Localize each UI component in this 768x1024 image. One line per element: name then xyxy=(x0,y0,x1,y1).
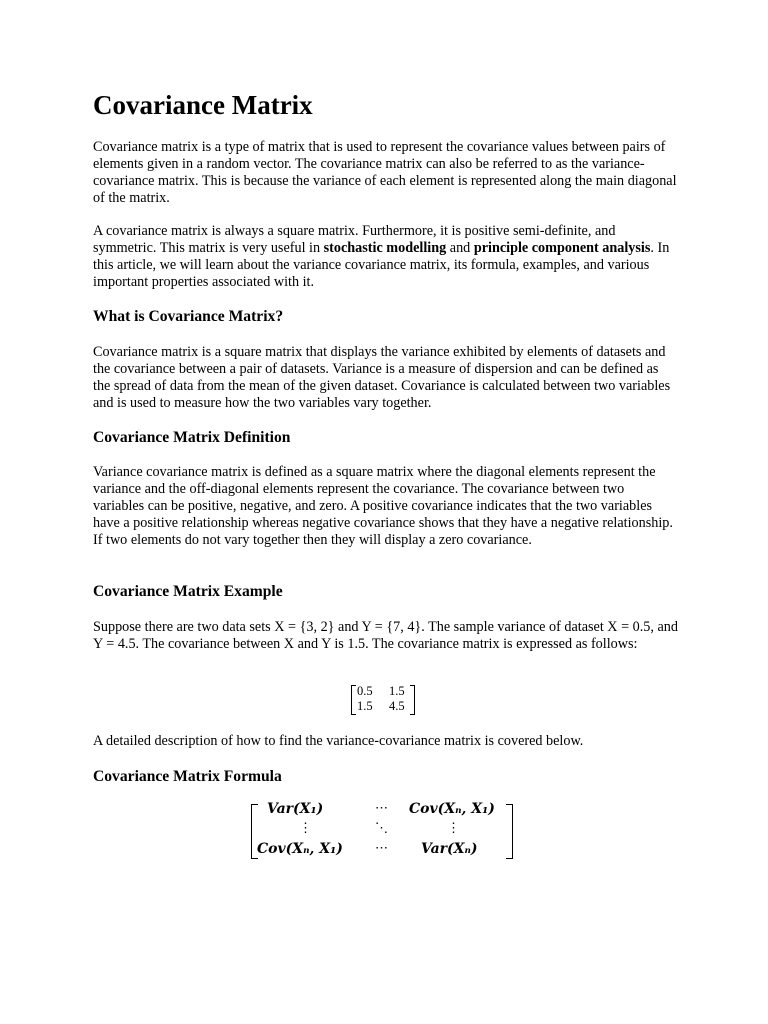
page-title: Covariance Matrix xyxy=(93,90,313,120)
formula-cell-bot-right: Var(Xₙ) xyxy=(421,841,478,857)
bold-term-stochastic-modelling: stochastic modelling xyxy=(323,240,447,256)
formula-cell-mid-left: ⋮ xyxy=(299,821,312,836)
formula-cell-bot-mid: ⋯ xyxy=(375,841,388,856)
intro-text-c: and xyxy=(446,240,474,256)
paragraph-what-is: Covariance matrix is a square matrix that displays the variance exhibited by elements of datasets and the covariance between a pair of datasets. Variance is a measure of dispersion and can be defined as the spread of data from the mean of the given dataset. Covariance is calculated between two variables and is used to measure how the two variables vary together. xyxy=(93,344,671,411)
intro-paragraph-2 xyxy=(93,223,678,291)
example-covariance-matrix xyxy=(351,684,415,716)
intro-text-d: . In this article, we will learn about the variance covariance matrix, its formula, examples, and various important properties associated with it. xyxy=(93,240,670,290)
paragraph-definition: Variance covariance matrix is defined as a square matrix where the diagonal elements represent the variance and the off-diagonal elements represent the covariance. The covariance between two variables can be positive, negative, and zero. A positive covariance indicates that the two variables have a positive relationship whereas negative covariance shows that they have a negative relationship. If two elements do not vary together then they will display a zero covariance. xyxy=(93,464,673,548)
formula-cell-bot-left: Cov(Xₙ, X₁) xyxy=(257,841,343,857)
formula-cell-top-right: Cov(Xₙ, X₁) xyxy=(409,801,495,817)
heading-formula: Covariance Matrix Formula xyxy=(93,768,282,785)
paragraph-detailed-description: A detailed description of how to find the variance-covariance matrix is covered below. xyxy=(93,733,584,749)
matrix-cell-r2c1: 1.5 xyxy=(357,699,373,713)
heading-example: Covariance Matrix Example xyxy=(93,583,283,600)
matrix-cell-r2c2: 4.5 xyxy=(389,699,405,713)
intro-text-a: A covariance matrix is always a square matrix. Furthermore, it is positive semi-definite, and symmetric. This matrix is very useful in xyxy=(93,223,616,256)
left-bracket xyxy=(351,685,356,715)
formula-cell-top-mid: ⋯ xyxy=(375,801,388,816)
general-covariance-matrix-formula xyxy=(251,800,513,860)
matrix-cell-r1c2: 1.5 xyxy=(389,684,405,698)
intro-paragraph-1: Covariance matrix is a type of matrix that is used to represent the covariance values between pairs of elements given in a random vector. The covariance matrix can also be referred to as the variance-covariance matrix. This is because the variance of each element is represented along the main diagonal of the matrix. xyxy=(93,139,677,206)
formula-cell-mid-right: ⋮ xyxy=(447,821,460,836)
formula-cell-top-left: Var(X₁) xyxy=(267,801,324,817)
matrix-cell-r1c1: 0.5 xyxy=(357,684,373,698)
right-bracket xyxy=(506,804,513,859)
right-bracket xyxy=(410,685,415,715)
bold-term-principle-component-analysis: principle component analysis xyxy=(473,240,651,256)
heading-what-is-covariance-matrix: What is Covariance Matrix? xyxy=(93,308,284,325)
formula-cell-mid-mid: ⋱ xyxy=(375,821,388,836)
paragraph-example: Suppose there are two data sets X = {3, 2} and Y = {7, 4}. The sample variance of dataset X = 0.5, and Y = 4.5. The covariance between X and Y is 1.5. The covariance matrix is expressed as follows: xyxy=(93,619,678,652)
heading-definition: Covariance Matrix Definition xyxy=(93,429,291,446)
